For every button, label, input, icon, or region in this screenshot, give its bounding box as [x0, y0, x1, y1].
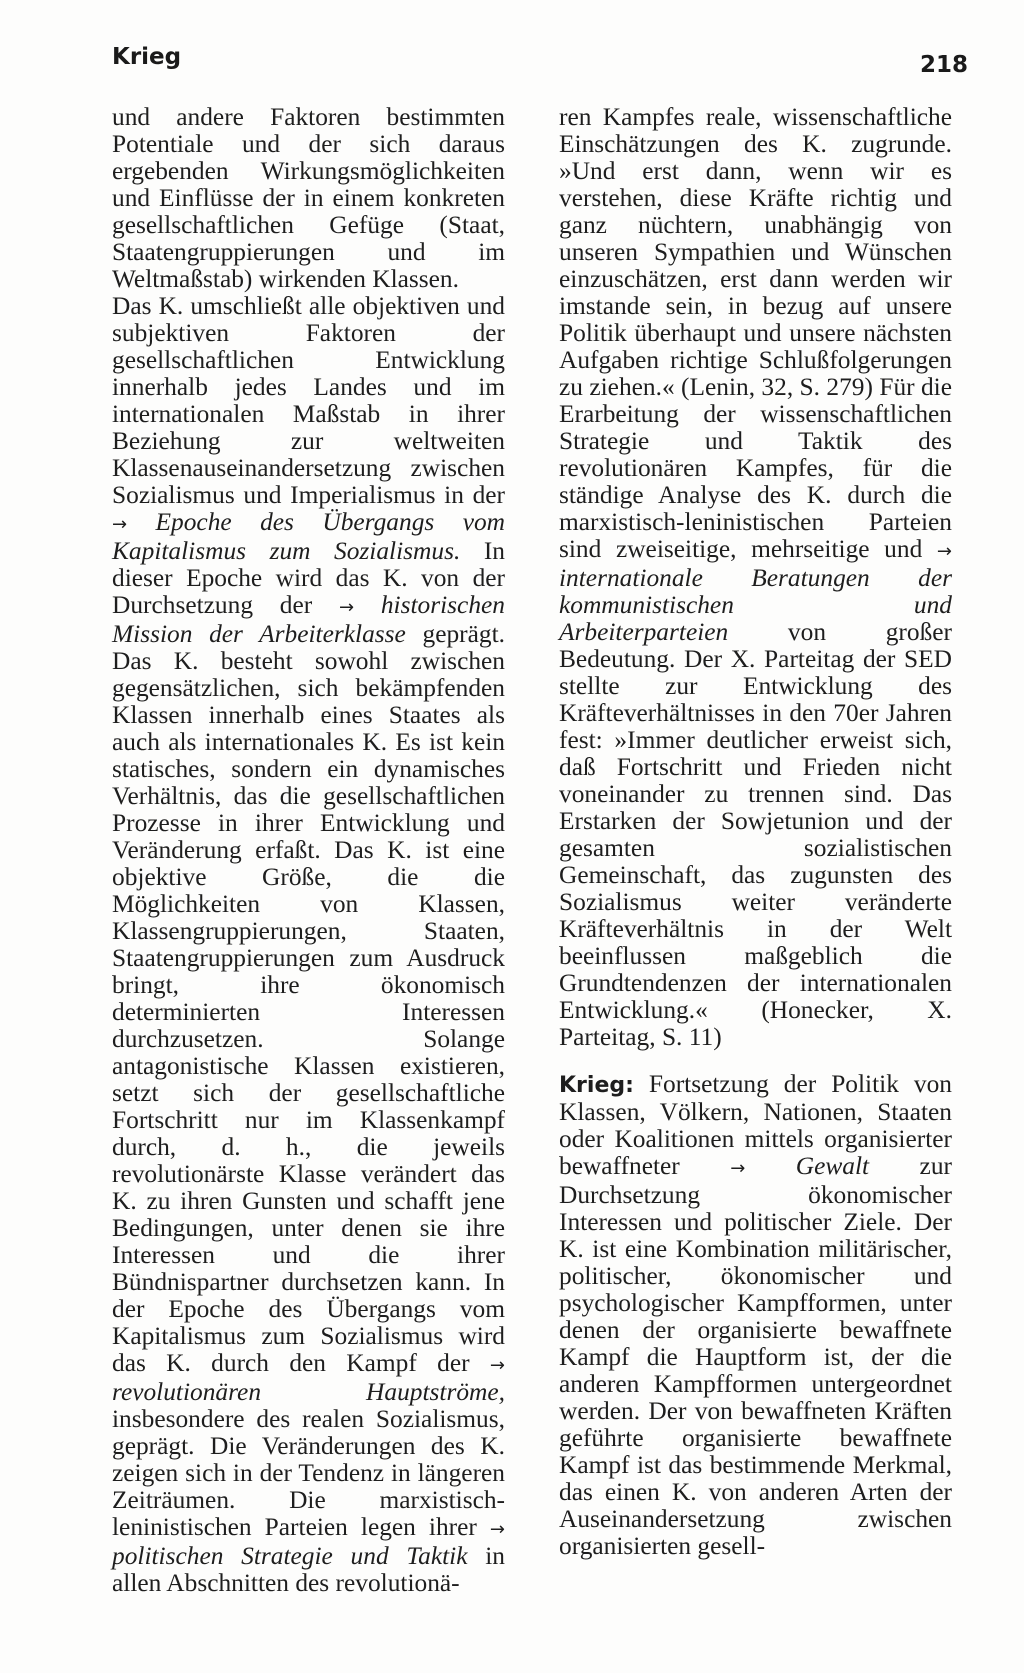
- paragraph: [559, 104, 952, 1051]
- running-head: Krieg: [112, 44, 182, 70]
- body-text: in allen Abschnitten des revolutionä-: [112, 1542, 505, 1597]
- cross-reference-arrow-icon: →: [936, 541, 952, 562]
- cross-reference-hauptstroeme[interactable]: revolutionären Hauptströme,: [112, 1378, 505, 1406]
- body-text: von großer Bedeutung. Der X. Parteitag der SED stellte zur Entwicklung des Kräfteverhältnisses in den 70er Jahren fest: »Immer deutlicher erweist sich, daß Fortschritt und Frieden nicht voneinander zu trennen sind. Das Erstarken der Sowjetunion und der gesamten sozialistischen Gemeinschaft, das zugunsten des Sozialismus weiter veränderte Kräfteverhältnis in der Welt beeinflussen maßgeblich die Grundtendenzen der internationalen Entwicklung.« (Honecker, X. Parteitag, S. 11): [559, 618, 952, 1051]
- cross-reference-epoche[interactable]: Epoche des Übergangs vom Kapitalismus zum Sozialismus.: [112, 508, 505, 565]
- right-column: [559, 104, 952, 1560]
- body-text: insbesondere des realen Sozialismus, geprägt. Die Veränderungen des K. zeigen sich in der Tendenz in längeren Zeiträumen. Die marxistisch-leninistischen Parteien legen ihrer: [112, 1405, 505, 1541]
- cross-reference-arrow-icon: →: [489, 1355, 505, 1376]
- left-column: [112, 104, 505, 1597]
- body-text: In dieser Epoche wird das K. von der Durchsetzung der: [112, 537, 506, 619]
- body-text: zur Durchsetzung ökonomischer Interessen und politischer Ziele. Der K. ist eine Kombination militärischer, politischer, ökonomischer und psychologischer Kampfformen, unter denen der organisierte bewaffnete Kampf die Hauptform ist, der die anderen Kampfformen untergeordnet werden. Der von bewaffneten Kräften geführte organisierte bewaffnete Kampf ist das bestimmende Merkmal, das einen K. von anderen Arten der Auseinandersetzung zwischen organisierten gesell-: [559, 1152, 952, 1560]
- cross-reference-arrow-icon: →: [489, 1519, 505, 1540]
- body-text: Das K. umschließt alle objektiven und subjektiven Faktoren der gesellschaftlichen Entwicklung innerhalb jedes Landes und im internationalen Maßstab in ihrer Beziehung zur weltweiten Klassenauseinandersetzung zwischen Sozialismus und Imperialismus in der: [112, 292, 505, 509]
- headword: Krieg:: [559, 1073, 634, 1098]
- paragraph: [112, 104, 505, 293]
- entry-separator: [559, 1051, 952, 1071]
- cross-reference-arrow-icon: →: [112, 514, 128, 535]
- body-text: geprägt. Das K. besteht sowohl zwischen gegensätzlichen, sich bekämpfenden Klassen innerhalb eines Staates als auch als internationales K. Es ist kein statisches, sondern ein dynamisches Verhältnis, das die gesellschaftlichen Prozesse in ihrer Entwicklung und Veränderung erfaßt. Das K. ist eine objektive Größe, die die Möglichkeiten von Klassen, Klassengruppierungen, Staaten, Staatengruppierungen zum Ausdruck bringt, ihre ökonomisch determinierten Interessen durchzusetzen. Solange antagonistische Klassen existieren, setzt sich der gesellschaftliche Fortschritt nur im Klassenkampf durch, d. h., die jeweils revolutionärste Klasse verändert das K. zu ihren Gunsten und schafft jene Bedingungen, unter denen sie ihre Interessen und die ihrer Bündnispartner durchsetzen kann. In der Epoche des Übergangs vom Kapitalismus zum Sozialismus wird das K. durch den Kampf der: [112, 620, 505, 1377]
- cross-reference-strategie[interactable]: politischen Strategie und Taktik: [112, 1542, 468, 1570]
- entry-krieg: [559, 1071, 952, 1560]
- cross-reference-arrow-icon: →: [730, 1158, 746, 1179]
- body-text: Fortsetzung der Politik von Klassen, Völkern, Nationen, Staaten oder Koalitionen mittels organisierter bewaffneter: [559, 1070, 952, 1180]
- cross-reference-beratungen[interactable]: internationale Beratungen der kommunistischen und Arbeiterparteien: [559, 564, 952, 646]
- cross-reference-arrow-icon: →: [338, 597, 355, 618]
- body-text: ren Kampfes reale, wissenschaftliche Einschätzungen des K. zugrunde. »Und erst dann, wenn wir es verstehen, diese Kräfte richtig und ganz nüchtern, unabhängig von unseren Sympathien und Wünschen einzuschätzen, erst dann werden wir imstande sein, in bezug auf unsere Politik überhaupt und unsere nächsten Aufgaben richtige Schlußfolgerungen zu ziehen.« (Lenin, 32, S. 279) Für die Erarbeitung der wissenschaftlichen Strategie und Taktik des revolutionären Kampfes, für die ständige Analyse des K. durch die marxistisch-leninistischen Parteien sind zweiseitige, mehrseitige und: [559, 103, 952, 563]
- paragraph: [112, 293, 505, 1597]
- page-number: 218: [919, 52, 968, 78]
- body-text: und andere Faktoren bestimmten Potentiale und der sich daraus ergebenden Wirkungsmöglichkeiten und Einflüsse der in einem konkreten gesellschaftlichen Gefüge (Staat, Staatengruppierungen und im Weltmaßstab) wirkenden Klassen.: [112, 103, 505, 293]
- cross-reference-gewalt[interactable]: Gewalt: [795, 1152, 870, 1180]
- cross-reference-mission[interactable]: historischen Mission der Arbeiterklasse: [112, 591, 505, 648]
